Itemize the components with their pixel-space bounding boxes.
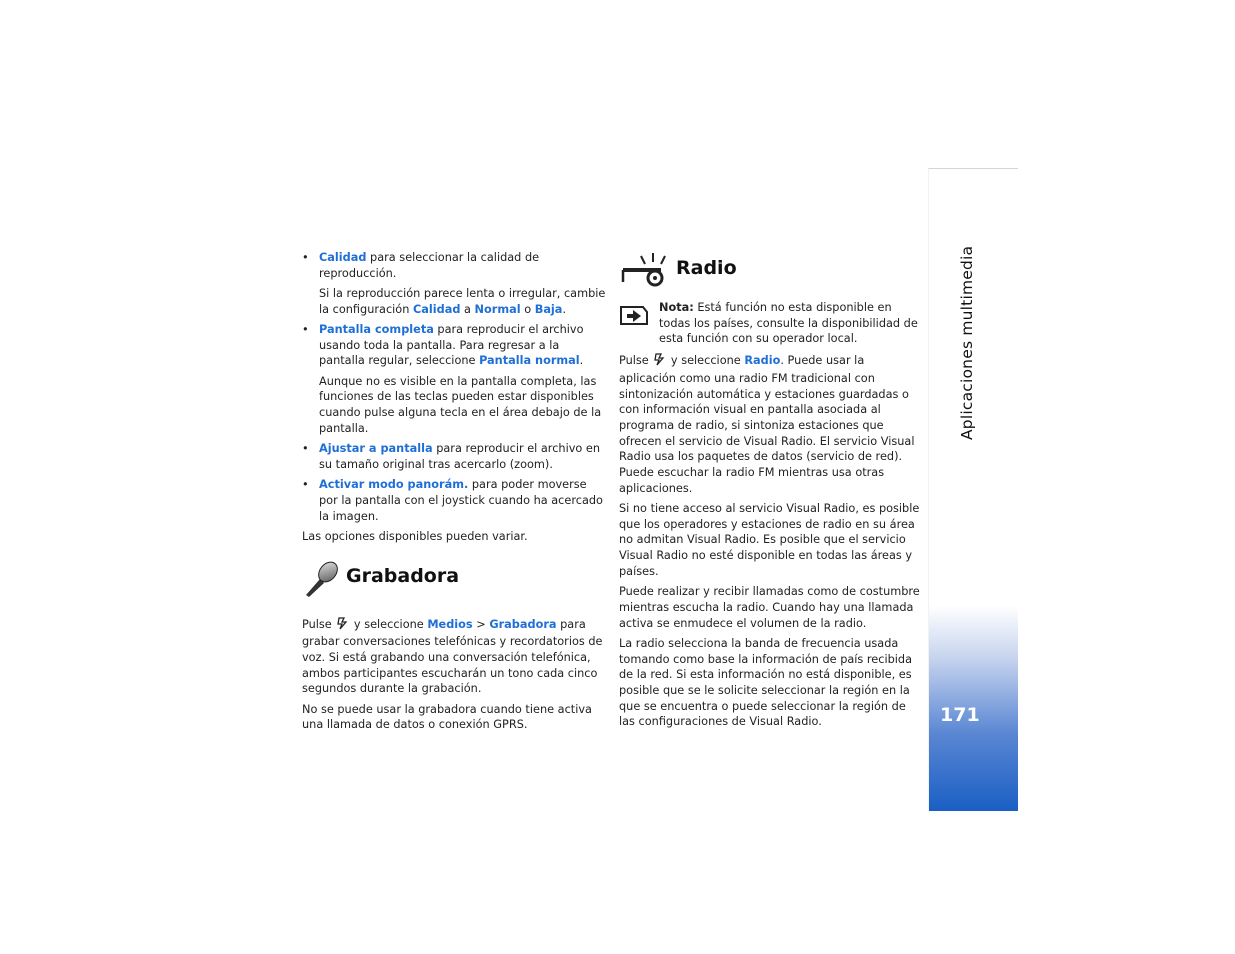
option-calidad: Calidad bbox=[319, 251, 367, 264]
bullet-text: para poder moverse por la pantalla con el joystick cuando ha acercado la imagen. bbox=[319, 478, 603, 523]
option-medios: Medios bbox=[427, 617, 473, 631]
bullet-ajustar bbox=[302, 441, 608, 472]
text-fragment: Si la reproducción parece lenta o irregular, cambie la configuración bbox=[319, 287, 606, 316]
menu-key-icon bbox=[654, 353, 665, 371]
radio-paragraph-2: Si no tiene acceso al servicio Visual Radio, es posible que los operadores y estaciones de radio en su área no admitan Visual Radio. Es posible que el servicio Visual Radio no esté disponible en todas las áreas y países. bbox=[619, 502, 920, 578]
text-fragment: o bbox=[520, 302, 535, 316]
bullet-text: para reproducir el archivo usando toda la pantalla. Para regresar a la pantalla regular, seleccione bbox=[319, 323, 584, 368]
text-fragment: para grabar conversaciones telefónicas y recordatorios de voz. Si está grabando una conversación telefónica, ambos participantes escucharán un tono cada cinco segundos durante la grabación. bbox=[302, 617, 603, 696]
option-pantalla-completa: Pantalla completa bbox=[319, 323, 434, 336]
radio-icon bbox=[619, 248, 676, 290]
text-fragment: . bbox=[562, 302, 567, 316]
option-grabadora: Grabadora bbox=[489, 617, 557, 631]
text-fragment: a bbox=[460, 302, 475, 316]
text-fragment: y seleccione bbox=[350, 617, 428, 631]
radio-paragraph-3: Puede realizar y recibir llamadas como de costumbre mientras escucha la radio. Cuando hay una llamada activa se enmudece el volumen de la radio. bbox=[619, 585, 920, 630]
text-fragment: Pulse bbox=[619, 354, 653, 368]
bullet-dot: • bbox=[302, 323, 309, 336]
microphone-icon bbox=[302, 559, 346, 595]
text-fragment: Pulse bbox=[302, 617, 336, 631]
bullet-text: para reproducir el archivo en su tamaño original tras acercarlo (zoom). bbox=[319, 442, 600, 471]
radio-paragraph-4: La radio selecciona la banda de frecuencia usada tomando como base la información de país recibida de la red. Si esta información no está disponible, es posible que se le solicite seleccionar la región en la que se encuentra o puede seleccionar la región de las configuraciones de Visual Radio. bbox=[619, 636, 912, 729]
bullet-calidad bbox=[302, 250, 608, 281]
bullet-dot: • bbox=[302, 478, 309, 492]
option-calidad-ref: Calidad bbox=[412, 302, 461, 316]
page-number: 171 bbox=[940, 704, 980, 726]
text-fragment: . bbox=[579, 354, 584, 368]
note-label: Nota: bbox=[659, 301, 694, 314]
section-title: Aplicaciones multimedia bbox=[958, 245, 976, 440]
radio-paragraph-1 bbox=[619, 353, 924, 496]
grabadora-paragraph-2: No se puede usar la grabadora cuando tiene activa una llamada de datos o conexión GPRS. bbox=[302, 702, 592, 732]
option-radio: Radio bbox=[744, 354, 781, 368]
left-column bbox=[302, 250, 608, 738]
radio-heading bbox=[619, 248, 924, 290]
pantalla-sub-paragraph: Aunque no es visible en la pantalla completa, las funciones de las teclas pueden estar disponibles cuando pulse alguna tecla en el área debajo de la pantalla. bbox=[319, 374, 602, 435]
options-note: Las opciones disponibles pueden variar. bbox=[302, 529, 528, 543]
text-fragment: y seleccione bbox=[667, 354, 745, 368]
bullet-dot: • bbox=[302, 442, 309, 456]
right-column bbox=[619, 248, 924, 735]
grabadora-paragraph-1 bbox=[302, 617, 608, 698]
grabadora-heading bbox=[302, 559, 608, 595]
text-fragment: > bbox=[472, 617, 490, 631]
note-paragraph bbox=[619, 300, 924, 347]
menu-key-icon bbox=[337, 617, 348, 635]
bullet-pantalla-completa bbox=[302, 322, 608, 369]
option-normal: Normal bbox=[474, 302, 521, 316]
option-panoram: Activar modo panorám. bbox=[319, 478, 469, 492]
calidad-sub-paragraph bbox=[302, 286, 608, 317]
option-ajustar: Ajustar a pantalla bbox=[319, 442, 433, 456]
text-fragment: . Puede usar la aplicación como una radio FM tradicional con sintonización automática y estaciones guardadas o con información visual en pantalla asociada al programa de radio, si sintoniza estaciones que ofrecen el servicio de Visual Radio. El servicio Visual Radio usa los paquetes de datos (servicio de red). Puede escuchar la radio FM mientras usa otras aplicaciones. bbox=[619, 354, 915, 495]
bullet-text: para seleccionar la calidad de reproducción. bbox=[319, 251, 540, 280]
radio-title: Radio bbox=[676, 257, 737, 280]
bullet-panoram bbox=[302, 477, 608, 524]
grabadora-title: Grabadora bbox=[346, 564, 460, 587]
note-text: Está función no esta disponible en todas los países, consulte la disponibilidad de esta función con su operador local. bbox=[659, 301, 918, 346]
option-pantalla-normal: Pantalla normal bbox=[479, 354, 580, 368]
note-icon bbox=[619, 304, 649, 331]
option-baja: Baja bbox=[534, 302, 563, 316]
bullet-dot: • bbox=[302, 251, 309, 264]
